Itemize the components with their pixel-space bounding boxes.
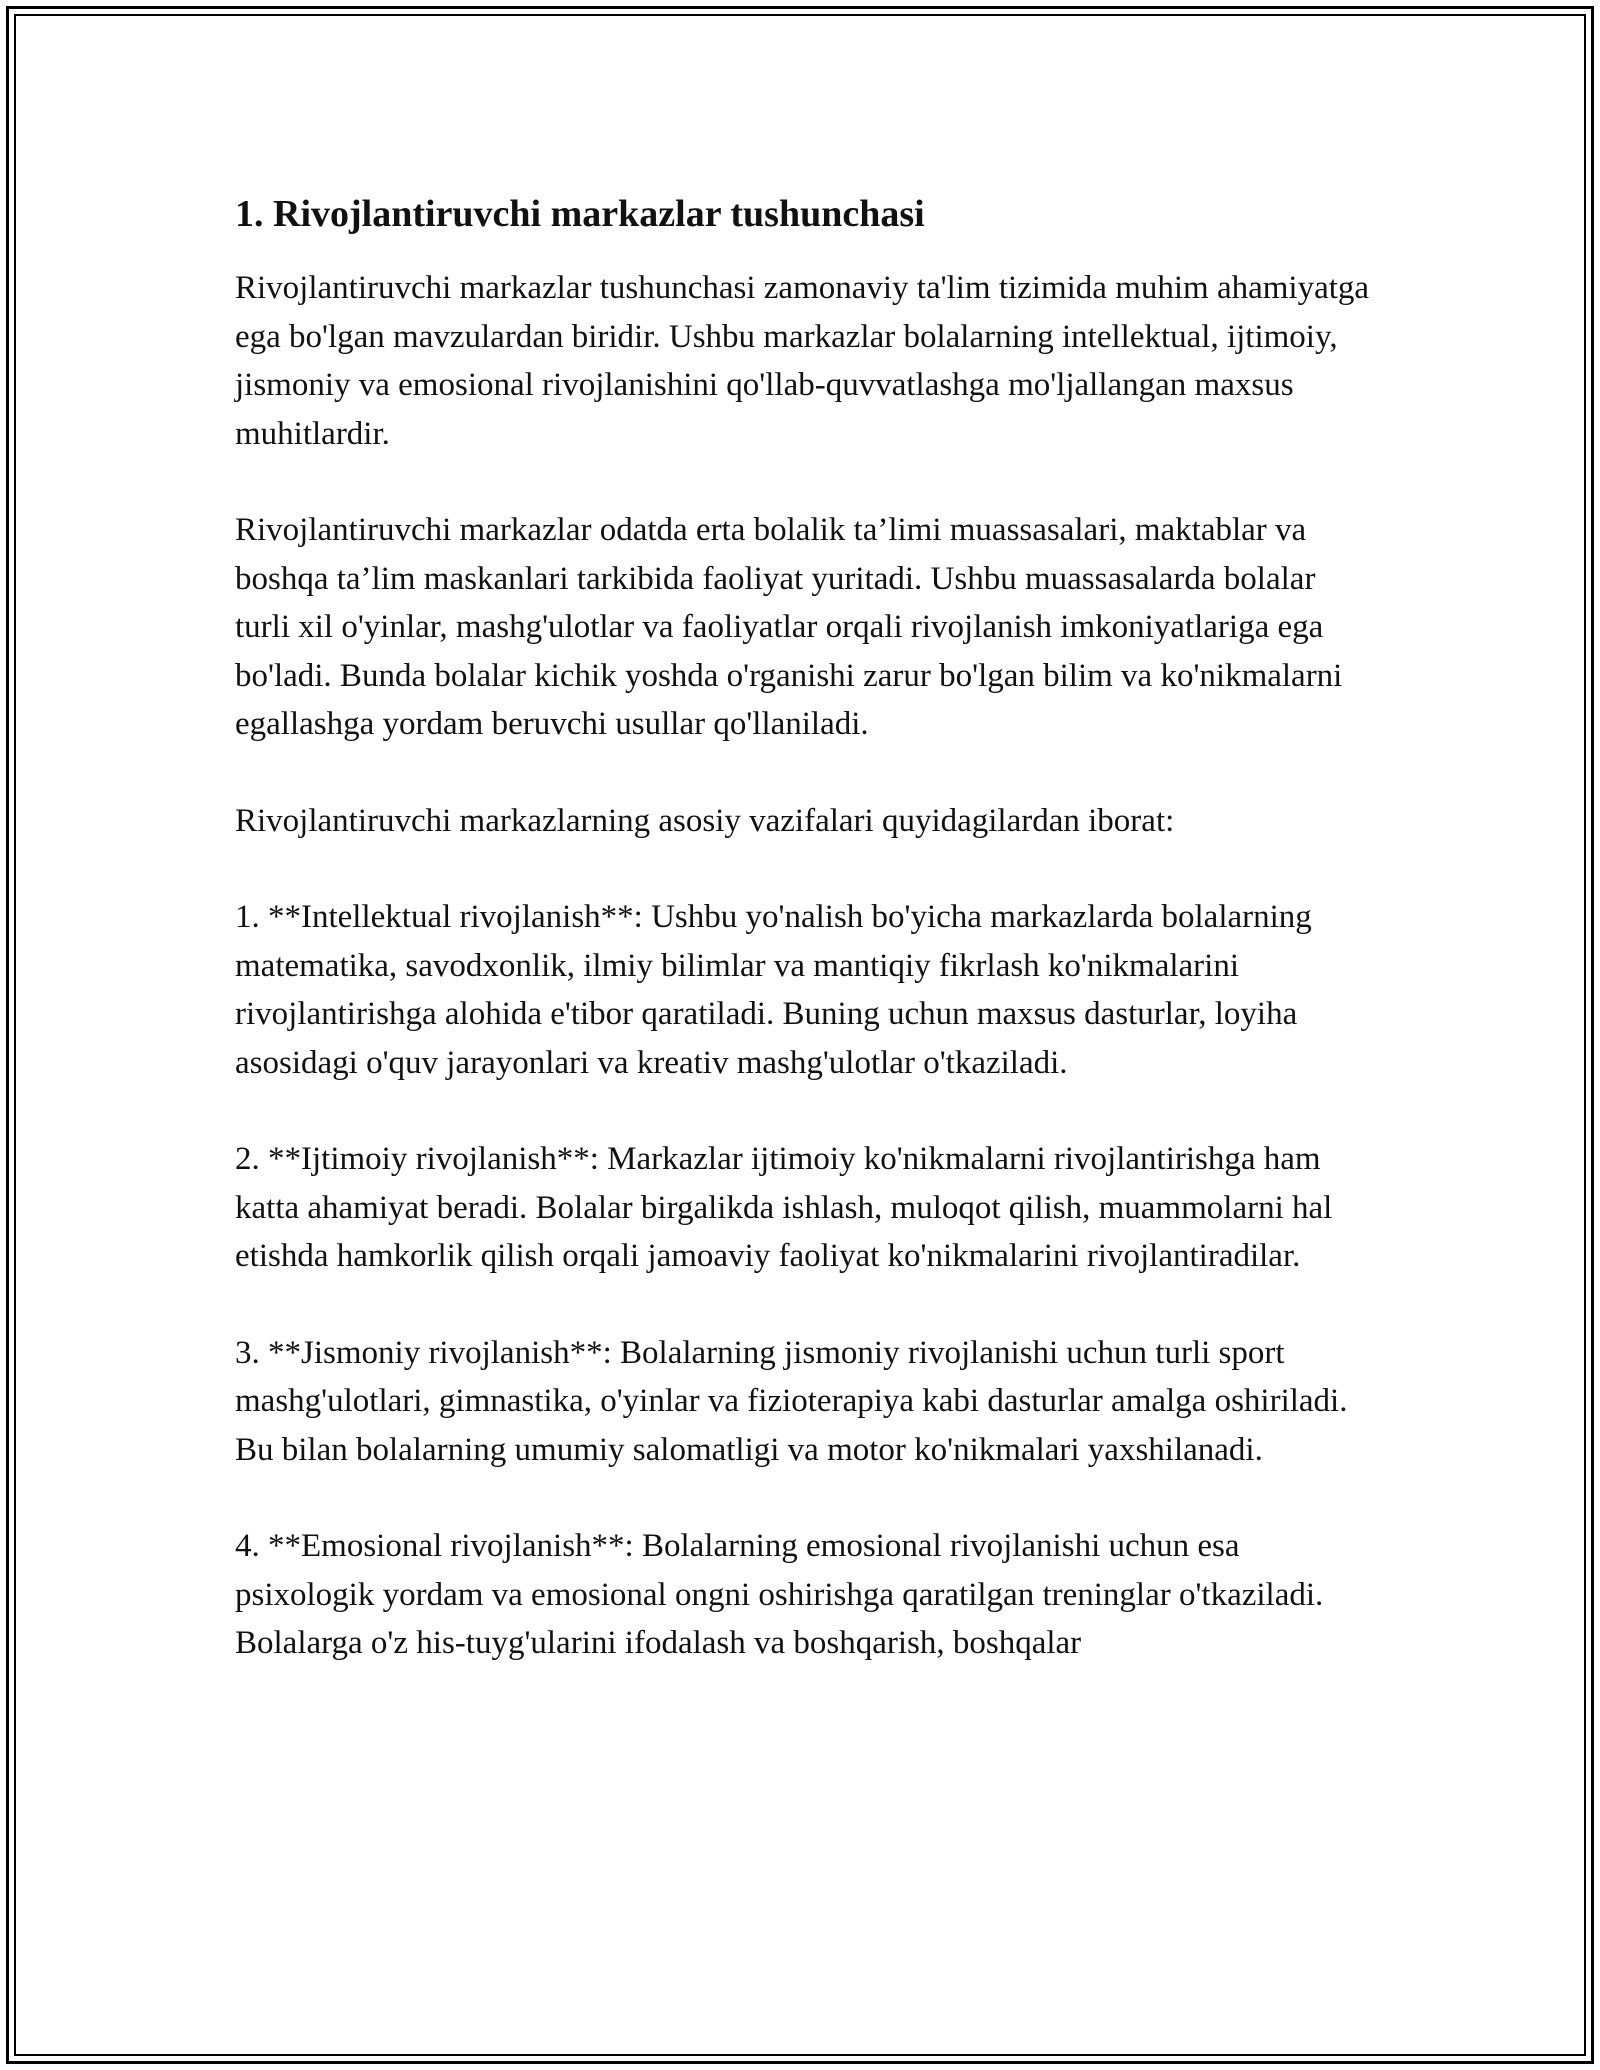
list-item-emotional: 4. **Emosional rivojlanish**: Bolalarning emosional rivojlanishi uchun esa psixologik yordam va emosional ongni oshirishga qaratilgan treninglar o'tkaziladi. Bolalarga o'z his-tuyg'ularini ifodalash va boshqarish, boshqalar [235, 1528, 1324, 1661]
list-item-social: 2. **Ijtimoiy rivojlanish**: Markazlar ijtimoiy ko'nikmalarni rivojlantirishga ham katta ahamiyat beradi. Bolalar birgalikda ishlash, muloqot qilish, muammolarni hal etishda hamkorlik qilish orqali jamoaviy faoliyat ko'nikmalarini rivojlantiradilar. [235, 1141, 1333, 1274]
paragraph-institutions: Rivojlantiruvchi markazlar odatda erta bolalik ta’limi muassasalari, maktablar va boshqa ta’lim maskanlari tarkibida faoliyat yuritadi. Ushbu muassasalarda bolalar turli xil o'yinlar, mashg'ulotlar va faoliyatlar orqali rivojlanish imkoniyatlariga ega bo'ladi. Bunda bolalar kichik yoshda o'rganishi zarur bo'lgan bilim va ko'nikmalarni egallashga yordam beruvchi usullar qo'llaniladi. [235, 512, 1343, 742]
document-body [235, 186, 1375, 1668]
list-item-physical: 3. **Jismoniy rivojlanish**: Bolalarning jismoniy rivojlanishi uchun turli sport mashg'ulotlari, gimnastika, o'yinlar va fizioterapiya kabi dasturlar amalga oshiriladi. Bu bilan bolalarning umumiy salomatligi va motor ko'nikmalari yaxshilanadi. [235, 1334, 1348, 1468]
paragraph-tasks-lead: Rivojlantiruvchi markazlarning asosiy vazifalari quyidagilardan iborat: [235, 802, 1175, 839]
list-item-intellectual: 1. **Intellektual rivojlanish**: Ushbu yo'nalish bo'yicha markazlarda bolalarning matematika, savodxonlik, ilmiy bilimlar va mantiqiy fikrlash ko'nikmalarini rivojlantirishga alohida e'tibor qaratiladi. Buning uchun maxsus dasturlar, loyiha asosidagi o'quv jarayonlari va kreativ mashg'ulotlar o'tkaziladi. [235, 899, 1312, 1081]
section-title: 1. Rivojlantiruvchi markazlar tushunchasi [235, 193, 925, 235]
paragraph-intro: Rivojlantiruvchi markazlar tushunchasi zamonaviy ta'lim tizimida muhim ahamiyatga ega bo'lgan mavzulardan biridir. Ushbu markazlar bolalarning intellektual, ijtimoiy, jismoniy va emosional rivojlanishini qo'llab-quvvatlashga mo'ljallangan maxsus muhitlardir. [235, 270, 1370, 452]
